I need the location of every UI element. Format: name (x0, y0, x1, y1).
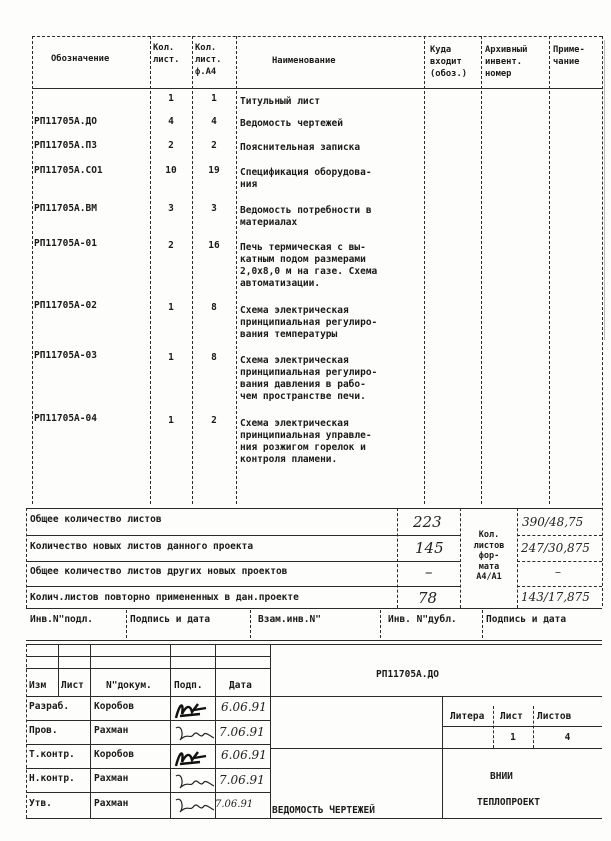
person-name: Коробов (94, 701, 135, 712)
row-sheets: 1 (168, 352, 174, 363)
row-name: Пояснительная записка (240, 142, 361, 153)
header-sheets-a4: Кол. лист. ф.А4 (195, 43, 222, 77)
summary-line-1 (26, 535, 460, 536)
inventory-col-3 (380, 610, 381, 638)
row-sheets-a4: 16 (208, 240, 220, 251)
title-person-line-1 (26, 720, 270, 721)
summary-line-2 (26, 561, 460, 562)
format-total: 390/48,75 (522, 515, 584, 529)
title-person-line-2 (26, 744, 270, 745)
title-col-sign (170, 644, 171, 818)
signature-date: 6.06.91 (221, 748, 267, 762)
header-bottom-line (32, 88, 602, 89)
signature-date: 6.06.91 (221, 700, 267, 714)
title-right-line-1 (442, 726, 602, 727)
row-designation: РП11705А.ДО (34, 116, 97, 127)
col-line-5 (481, 36, 482, 504)
format-reused: 143/17,875 (521, 590, 590, 604)
row-sheets-a4: 2 (211, 140, 217, 151)
row-sheets: 1 (168, 93, 174, 104)
person-name: Рахман (94, 798, 129, 809)
title-change-line-2 (26, 668, 270, 669)
signature-scribble (172, 722, 216, 746)
format-line-2 (517, 561, 602, 562)
row-sheets-a4: 1 (211, 93, 217, 104)
person-name: Рахман (94, 773, 129, 784)
sheets-label: Листов (537, 711, 572, 722)
total-sheets-value: 223 (413, 513, 442, 531)
signature-scribble (172, 770, 216, 794)
col-line-6 (549, 36, 550, 504)
inventory-sign-date-2: Подпись и дата (486, 614, 567, 625)
row-name: Схема электрическая принципиальная управле- ния розжигом горелок и контроля пламени. (240, 418, 372, 465)
title-col-doc (90, 644, 91, 818)
title-change-line-3 (26, 696, 602, 697)
role-label: Утв. (29, 798, 52, 809)
title-change-line-1 (26, 656, 270, 657)
summary-line-3 (26, 586, 460, 587)
row-name: Титульный лист (240, 96, 321, 107)
row-name: Печь термическая с вы- катным подом размерами 2,0х8,0 м на газе. Схема автоматизации. (240, 242, 378, 289)
row-name: Ведомость потребности в материалах (240, 205, 372, 228)
title-right-line-2 (270, 748, 602, 749)
new-sheets-value: 145 (415, 539, 444, 557)
signature-scribble (172, 746, 216, 770)
title-bottom-line (26, 818, 602, 819)
row-name: Спецификация оборудова- ния (240, 167, 372, 190)
row-sheets-a4: 8 (211, 352, 217, 363)
col-doc-number: N"докум. (106, 680, 152, 691)
col-sheet: Лист (61, 680, 84, 691)
title-col-sheet (58, 644, 59, 696)
header-where-used: Куда входит (обоз.) (430, 45, 468, 79)
format-label: Кол. листов фор- мата А4/А1 (473, 530, 505, 582)
other-sheets-value: – (425, 563, 433, 581)
right-border (602, 36, 603, 606)
format-line-3 (517, 586, 602, 587)
inventory-bottom-line (26, 640, 602, 641)
role-label: Н.контр. (29, 773, 75, 784)
row-sheets-a4: 8 (211, 302, 217, 313)
row-sheets: 4 (168, 116, 174, 127)
org-name-line-2: ТЕПЛОПРОЕКТ (477, 797, 540, 808)
top-border (32, 36, 602, 37)
col-signature: Подп. (174, 680, 203, 691)
signature-date: 7.06.91 (219, 725, 265, 739)
row-sheets-a4: 2 (211, 415, 217, 426)
role-label: Т.контр. (29, 749, 75, 760)
row-sheets: 3 (168, 203, 174, 214)
title-top-line (26, 644, 602, 645)
role-label: Пров. (29, 725, 58, 736)
sheet-value: 1 (510, 732, 516, 743)
row-designation: РП11705А.СО1 (34, 165, 103, 176)
signature-scribble (172, 698, 216, 722)
row-sheets: 2 (168, 240, 174, 251)
document-title: ВЕДОМОСТЬ ЧЕРТЕЖЕЙ (272, 805, 375, 816)
col-line-1 (150, 36, 151, 504)
row-name: Ведомость чертежей (240, 118, 343, 129)
row-sheets: 10 (165, 165, 177, 176)
summary-top-line (26, 508, 602, 509)
inventory-original: Инв.N"подл. (30, 614, 93, 625)
left-border (32, 36, 33, 504)
inventory-col-1 (126, 610, 127, 638)
header-note: Приме- чание (553, 45, 585, 67)
title-person-line-4 (26, 792, 270, 793)
litera-label: Литера (450, 711, 485, 722)
reused-sheets-label: Колич.листов повторно примененных в дан.проекте (30, 592, 299, 603)
title-col-main (270, 644, 271, 818)
sheet-label: Лист (500, 711, 523, 722)
row-sheets-a4: 19 (208, 165, 220, 176)
signature-date: 7.06.91 (219, 773, 265, 787)
document-code: РП11705А.ДО (376, 669, 439, 680)
summary-format-value-line (517, 508, 518, 608)
summary-format-line (460, 508, 461, 608)
col-date: Дата (229, 680, 252, 691)
format-line-1 (517, 535, 602, 536)
inventory-col-4 (482, 610, 483, 638)
row-designation: РП11705А.ПЗ (34, 140, 97, 151)
total-sheets-label: Общее количество листов (30, 514, 162, 525)
header-archive: Архивный инвент. номер (485, 45, 528, 79)
row-designation: РП11705А.ВМ (34, 203, 97, 214)
summary-left-line (26, 508, 27, 608)
signature-date: 7.06.91 (215, 799, 254, 810)
sheets-value: 4 (564, 732, 571, 743)
role-label: Разраб. (29, 701, 70, 712)
row-sheets-a4: 3 (211, 203, 217, 214)
row-name: Схема электрическая принципиальная регулиро- вания температуры (240, 305, 378, 340)
summary-bottom-line (26, 608, 602, 609)
inventory-col-2 (250, 610, 251, 638)
row-designation: РП11705А-02 (34, 300, 97, 311)
summary-value-line (397, 508, 398, 608)
signature-scribble (172, 794, 216, 818)
header-designation: Обозначение (51, 54, 110, 64)
title-left-border (26, 644, 27, 818)
person-name: Коробов (94, 749, 135, 760)
row-name: Схема электрическая принципиальная регулиро- вания давления в рабо- чем пространстве печи. (240, 355, 378, 402)
scan-edge-mark (604, 40, 605, 340)
row-sheets: 1 (168, 302, 174, 313)
col-change: Изм (29, 680, 47, 691)
format-new: 247/30,875 (521, 541, 590, 555)
col-line-3 (236, 36, 237, 504)
col-line-2 (192, 36, 193, 504)
format-other: – (555, 565, 561, 579)
header-name: Наименование (272, 56, 336, 66)
title-col-right (442, 696, 443, 818)
row-designation: РП11705А-03 (34, 350, 97, 361)
inventory-replaced: Взам.инв.N" (258, 614, 321, 625)
inventory-duplicate: Инв. N"дубл. (388, 614, 457, 625)
inventory-sign-date: Подпись и дата (130, 614, 211, 625)
person-name: Рахман (94, 725, 129, 736)
other-sheets-label: Общее количество листов других новых проектов (30, 566, 288, 577)
org-name-line-1: ВНИИ (490, 771, 513, 782)
reused-sheets-value: 78 (418, 589, 438, 607)
row-designation: РП11705А-04 (34, 413, 97, 424)
title-person-line-3 (26, 768, 270, 769)
col-line-4 (424, 36, 425, 504)
new-sheets-label: Количество новых листов данного проекта (30, 541, 254, 552)
row-sheets: 2 (168, 140, 174, 151)
row-sheets-a4: 4 (211, 116, 217, 127)
row-designation: РП11705А-01 (34, 238, 97, 249)
row-sheets: 1 (168, 415, 174, 426)
header-sheets: Кол. лист. (153, 43, 180, 65)
